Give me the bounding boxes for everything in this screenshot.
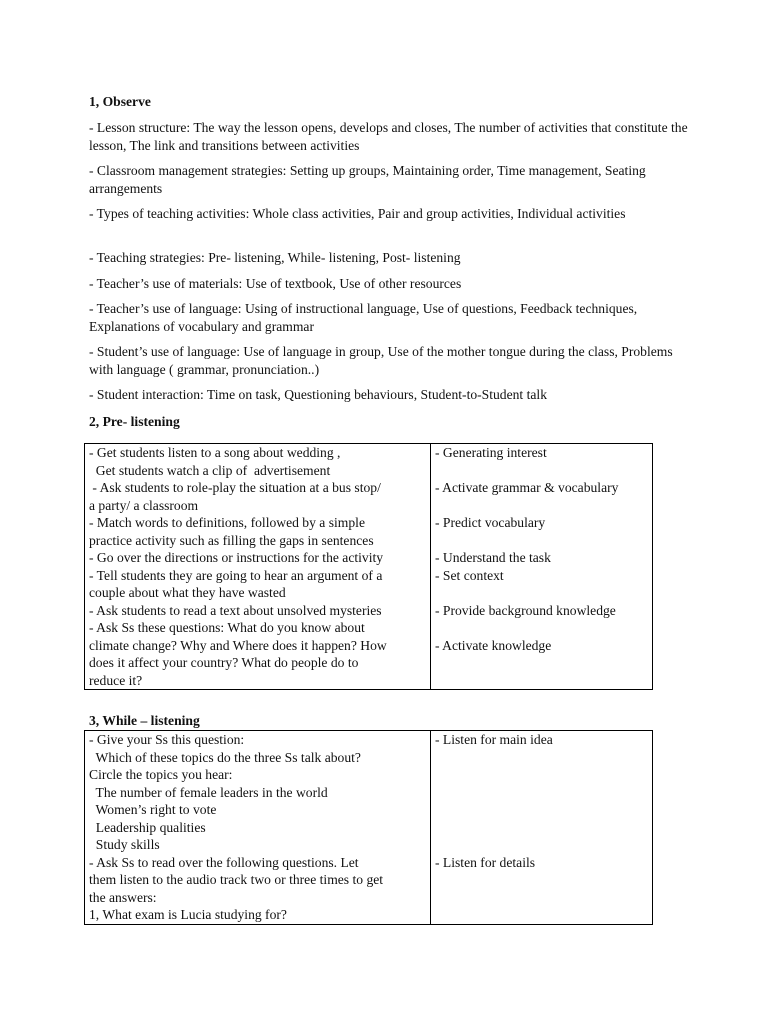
activity-line: Circle the topics you hear: bbox=[89, 767, 233, 782]
observe-item: - Student interaction: Time on task, Questioning behaviours, Student-to-Student talk bbox=[89, 387, 547, 402]
activity-line: - Give your Ss this question: bbox=[89, 732, 245, 747]
purpose-line bbox=[435, 889, 648, 907]
purpose-line: - Provide background knowledge bbox=[435, 602, 616, 618]
activity-line: - Tell students they are going to hear an argument of a bbox=[89, 567, 383, 583]
observe-item: - Classroom management strategies: Setting up groups, Maintaining order, Time management, Seating arrangements bbox=[89, 163, 646, 196]
purpose-line bbox=[435, 766, 648, 784]
observe-item: - Lesson structure: The way the lesson opens, develops and closes, The number of activities that constitute the lesson, The link and transitions between activities bbox=[89, 120, 688, 153]
activity-line: reduce it? bbox=[89, 672, 143, 688]
purpose-line bbox=[435, 906, 648, 924]
purpose-line: - Understand the task bbox=[435, 550, 551, 565]
activity-line: - Ask students to role-play the situation at a bus stop/ bbox=[89, 480, 381, 495]
purpose-line bbox=[435, 532, 648, 550]
purpose-line: - Listen for main idea bbox=[435, 732, 553, 747]
activity-line: a party/ a classroom bbox=[89, 497, 199, 513]
observe-item: - Types of teaching activities: Whole class activities, Pair and group activities, Individual activities bbox=[89, 206, 626, 221]
activity-line: Women’s right to vote bbox=[89, 802, 217, 817]
activity-line: Study skills bbox=[89, 837, 160, 852]
purpose-line bbox=[435, 836, 648, 854]
purpose-line: - Activate knowledge bbox=[435, 637, 552, 653]
activity-line: - Ask Ss these questions: What do you know about bbox=[89, 620, 365, 635]
table-row bbox=[85, 731, 653, 925]
activity-line: - Go over the directions or instructions for the activity bbox=[89, 550, 384, 565]
observe-item: - Teacher’s use of materials: Use of textbook, Use of other resources bbox=[89, 276, 462, 291]
activity-line: them listen to the audio track two or three times to get bbox=[89, 872, 384, 887]
activity-line: Leadership qualities bbox=[89, 819, 206, 835]
activity-line: Get students watch a clip of advertisement bbox=[89, 462, 331, 478]
activity-line: Which of these topics do the three Ss talk about? bbox=[89, 749, 361, 765]
section-heading-while-listening: 3, While – listening bbox=[89, 713, 200, 728]
activity-line: - Ask Ss to read over the following questions. Let bbox=[89, 854, 359, 870]
activity-line: climate change? Why and Where does it happen? How bbox=[89, 637, 387, 653]
purpose-line bbox=[435, 749, 648, 767]
activity-line: does it affect your country? What do people do to bbox=[89, 655, 359, 670]
activities-cell bbox=[85, 444, 431, 690]
activity-line: 1, What exam is Lucia studying for? bbox=[89, 907, 287, 922]
purpose-line bbox=[435, 819, 648, 837]
observe-item: - Teacher’s use of language: Using of instructional language, Use of questions, Feedback techniques, Explanations of vocabulary and grammar bbox=[89, 301, 638, 334]
section-heading-observe: 1, Observe bbox=[89, 94, 151, 109]
purpose-line bbox=[435, 784, 648, 802]
purpose-line: - Activate grammar & vocabulary bbox=[435, 480, 619, 495]
purpose-line: - Generating interest bbox=[435, 445, 547, 460]
purpose-line: - Predict vocabulary bbox=[435, 515, 546, 530]
table-row bbox=[85, 444, 653, 690]
pre-listening-table bbox=[84, 443, 653, 690]
purpose-line bbox=[435, 619, 648, 637]
activity-line: couple about what they have wasted bbox=[89, 585, 286, 600]
purpose-line bbox=[435, 584, 648, 602]
purposes-cell bbox=[431, 731, 653, 925]
purpose-line bbox=[435, 497, 648, 515]
while-listening-table bbox=[84, 730, 653, 925]
purpose-line bbox=[435, 654, 648, 672]
activity-line: the answers: bbox=[89, 889, 157, 905]
activity-line: The number of female leaders in the world bbox=[89, 784, 328, 800]
observe-item: - Teaching strategies: Pre- listening, While- listening, Post- listening bbox=[89, 250, 461, 265]
purpose-line bbox=[435, 672, 648, 690]
purpose-line: - Set context bbox=[435, 567, 504, 583]
purpose-line bbox=[435, 871, 648, 889]
activity-line: - Get students listen to a song about wedding , bbox=[89, 445, 341, 460]
section-heading-pre-listening: 2, Pre- listening bbox=[89, 414, 180, 429]
activity-line: - Ask students to read a text about unsolved mysteries bbox=[89, 602, 382, 618]
observe-item: - Student’s use of language: Use of language in group, Use of the mother tongue during the class, Problems with language ( grammar, pronunciation..) bbox=[89, 344, 673, 377]
purpose-line bbox=[435, 801, 648, 819]
activity-line: - Match words to definitions, followed by a simple bbox=[89, 515, 365, 530]
purposes-cell bbox=[431, 444, 653, 690]
activity-line: practice activity such as filling the gaps in sentences bbox=[89, 532, 374, 548]
purpose-line bbox=[435, 462, 648, 480]
activities-cell bbox=[85, 731, 431, 925]
purpose-line: - Listen for details bbox=[435, 854, 536, 870]
